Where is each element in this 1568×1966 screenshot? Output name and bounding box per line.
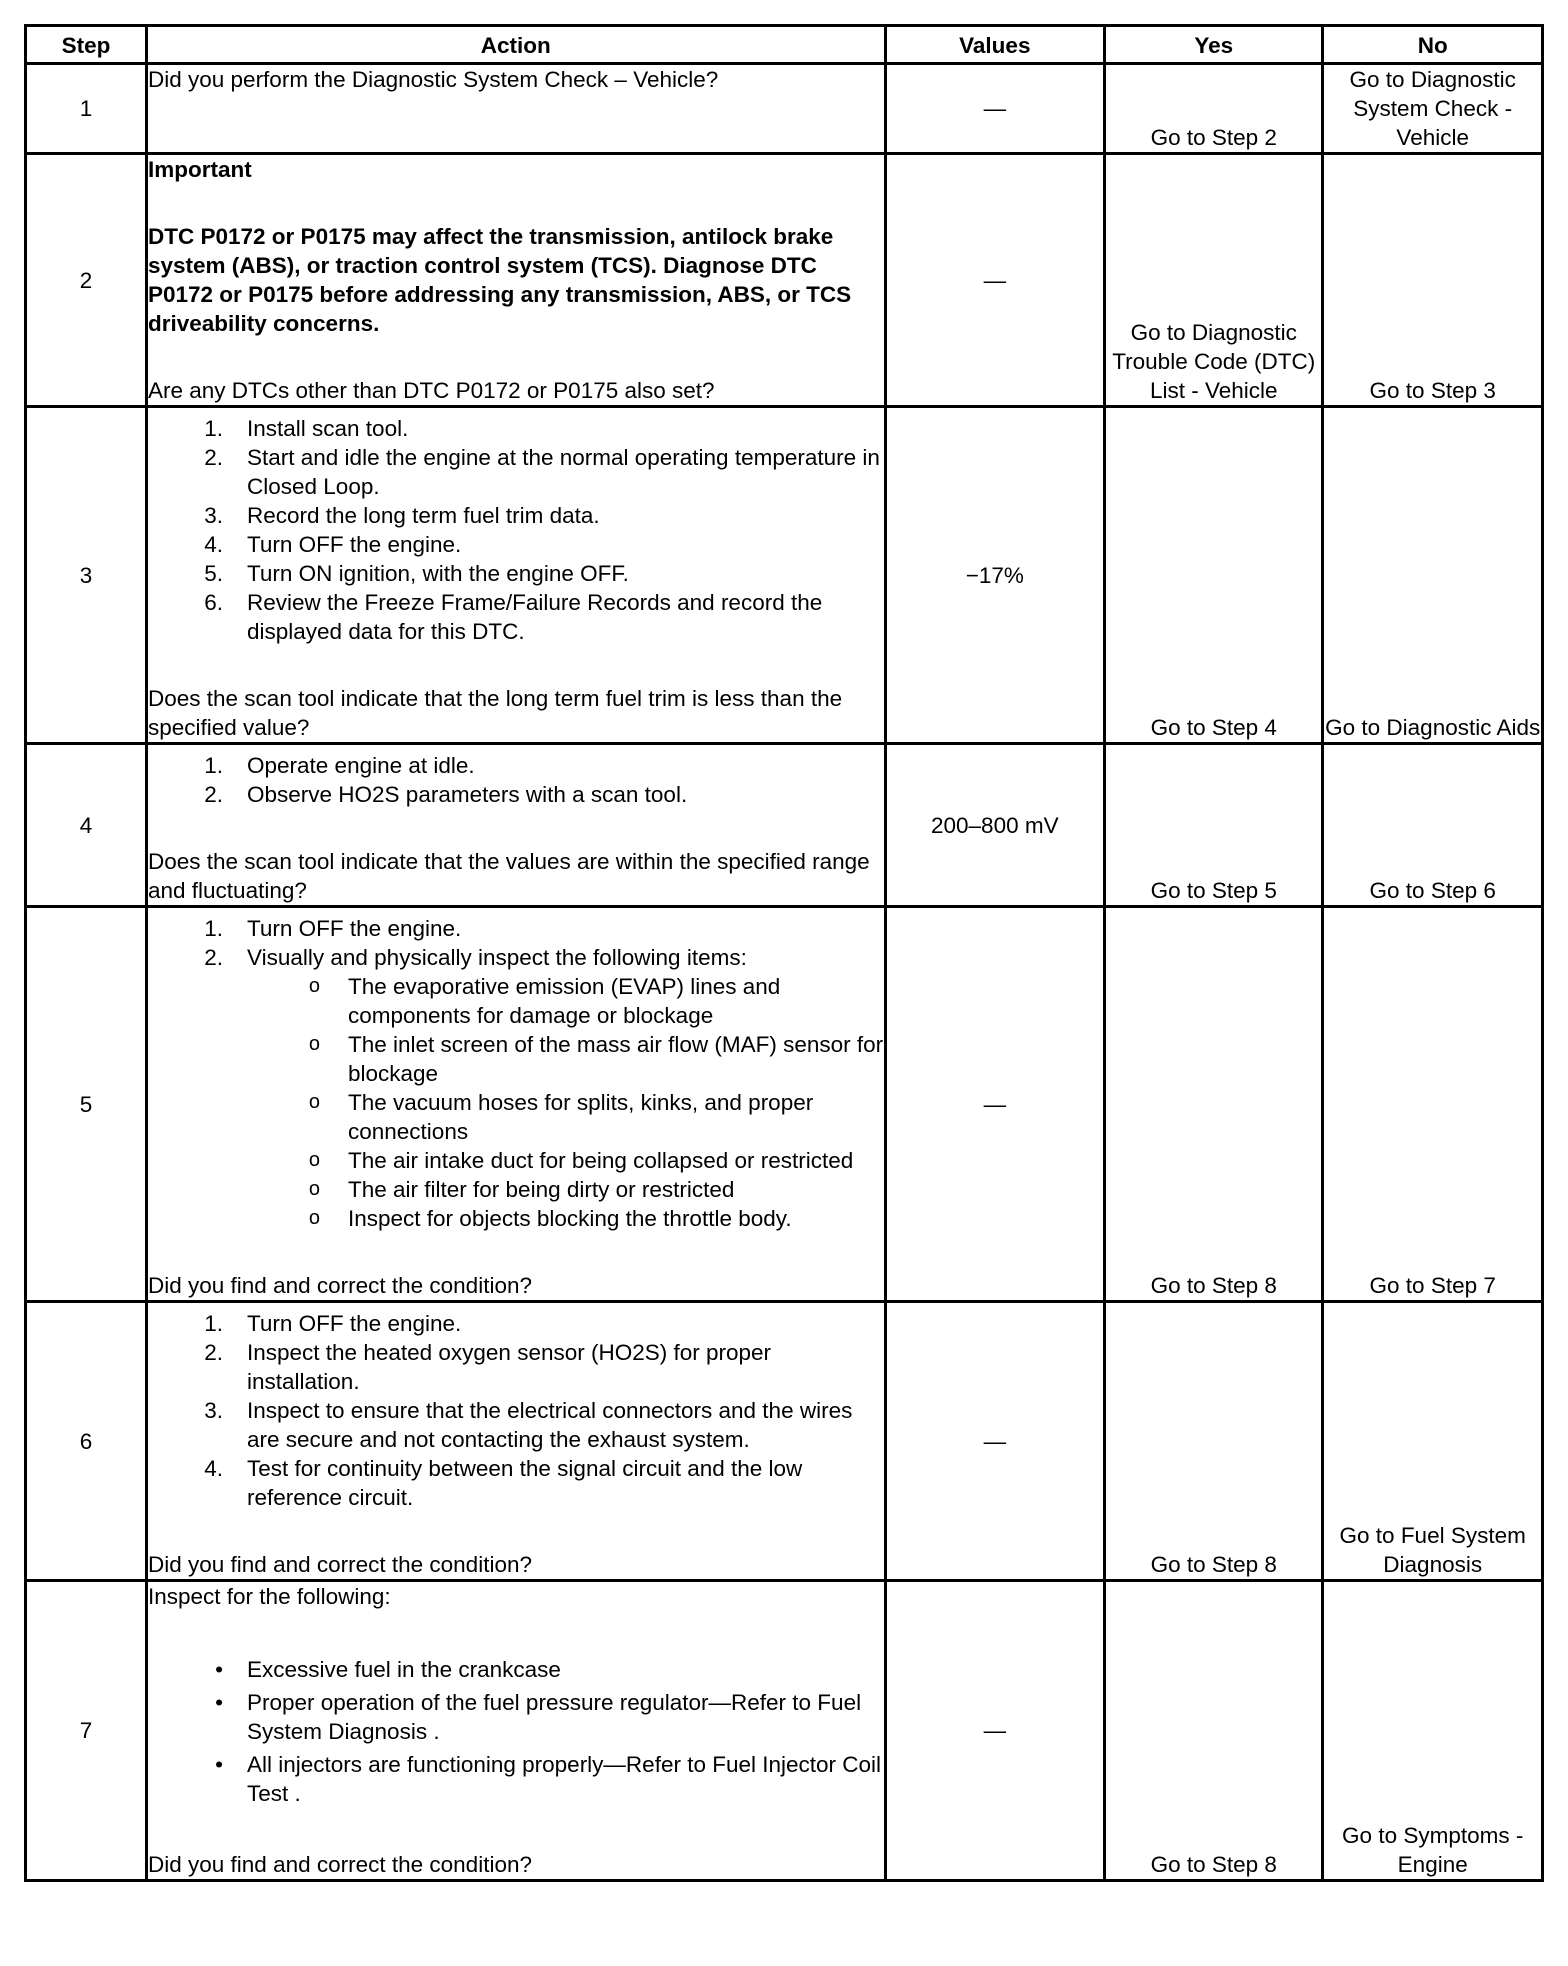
action-cell [147, 744, 886, 907]
question-text: Are any DTCs other than DTC P0172 or P0175 also set? [148, 378, 715, 403]
step-number: 3 [26, 407, 147, 744]
list-item: 2. Visually and physically inspect the following items: [204, 945, 747, 970]
list-item: 2. Inspect the heated oxygen sensor (HO2S) for proper installation. [204, 1340, 772, 1394]
no-cell: Go to Step 6 [1323, 744, 1543, 907]
list-item: 2. Start and idle the engine at the normal operating temperature in Closed Loop. [204, 445, 880, 499]
yes-cell: Go to Step 4 [1105, 407, 1323, 744]
question-text: Does the scan tool indicate that the long term fuel trim is less than the specified value? [148, 686, 843, 740]
action-cell [147, 154, 886, 407]
sub-list-item: o The evaporative emission (EVAP) lines and components for damage or blockage [308, 974, 781, 1028]
list-item: 6. Review the Freeze Frame/Failure Records and record the displayed data for this DTC. [204, 590, 823, 644]
list-item: 1. Turn OFF the engine. [204, 916, 462, 941]
sub-list-item: o The vacuum hoses for splits, kinks, and proper connections [308, 1090, 814, 1144]
list-item: • Excessive fuel in the crankcase [215, 1657, 561, 1682]
value-cell: — [885, 907, 1105, 1302]
table-row-step-4 [26, 744, 1543, 907]
yes-cell: Go to Step 8 [1105, 1581, 1323, 1881]
yes-cell: Go to Step 5 [1105, 744, 1323, 907]
table-row-step-5 [26, 907, 1543, 1302]
value-cell: 200–800 mV [885, 744, 1105, 907]
diagnostic-table [24, 24, 1544, 1882]
list-item: • Proper operation of the fuel pressure regulator—Refer to Fuel System Diagnosis . [215, 1690, 862, 1744]
table-row-step-7 [26, 1581, 1543, 1881]
sub-list-item: o The inlet screen of the mass air flow (MAF) sensor for blockage [308, 1032, 884, 1086]
values-column-header: Values [885, 26, 1105, 64]
no-cell: Go to Diagnostic Aids [1323, 407, 1543, 744]
diagnostic-page [24, 24, 1544, 1882]
action-cell [147, 64, 886, 154]
table-row-step-2 [26, 154, 1543, 407]
list-item: 1. Operate engine at idle. [204, 753, 475, 778]
yes-cell: Go to Step 2 [1105, 64, 1323, 154]
question-text: Did you perform the Diagnostic System Check – Vehicle? [148, 67, 719, 92]
action-column-header: Action [147, 26, 886, 64]
no-cell: Go to Fuel System Diagnosis [1323, 1302, 1543, 1581]
list-item: 4. Test for continuity between the signal circuit and the low reference circuit. [204, 1456, 803, 1510]
header-row [26, 26, 1543, 64]
list-item: 4. Turn OFF the engine. [204, 532, 462, 557]
list-item: 3. Inspect to ensure that the electrical connectors and the wires are secure and not contacting the exhaust system. [204, 1398, 853, 1452]
value-cell: — [885, 64, 1105, 154]
table-row-step-1 [26, 64, 1543, 154]
yes-cell: Go to Diagnostic Trouble Code (DTC) List - Vehicle [1105, 154, 1323, 407]
step-number: 1 [26, 64, 147, 154]
yes-column-header: Yes [1105, 26, 1323, 64]
no-cell: Go to Diagnostic System Check - Vehicle [1323, 64, 1543, 154]
question-text: Did you find and correct the condition? [148, 1852, 532, 1877]
step-number: 5 [26, 907, 147, 1302]
value-cell: — [885, 1302, 1105, 1581]
question-text: Did you find and correct the condition? [148, 1273, 532, 1298]
question-text: Does the scan tool indicate that the values are within the specified range and fluctuating? [148, 849, 870, 903]
value-cell: −17% [885, 407, 1105, 744]
sub-list-item: o Inspect for objects blocking the throttle body. [308, 1206, 792, 1231]
step-number: 4 [26, 744, 147, 907]
step-number: 6 [26, 1302, 147, 1581]
list-item: 3. Record the long term fuel trim data. [204, 503, 600, 528]
step-number: 2 [26, 154, 147, 407]
yes-cell: Go to Step 8 [1105, 907, 1323, 1302]
action-cell [147, 907, 886, 1302]
important-note: DTC P0172 or P0175 may affect the transmission, antilock brake system (ABS), or traction control system (TCS). Diagnose DTC P0172 or P0175 before addressing any transmission, ABS, or TCS driveability concerns. [148, 224, 852, 336]
value-cell: — [885, 154, 1105, 407]
list-item: 1. Turn OFF the engine. [204, 1311, 462, 1336]
sub-list-item: o The air intake duct for being collapsed or restricted [308, 1148, 854, 1173]
list-item: 2. Observe HO2S parameters with a scan tool. [204, 782, 688, 807]
list-item: 1. Install scan tool. [204, 416, 409, 441]
list-item: 5. Turn ON ignition, with the engine OFF. [204, 561, 629, 586]
step-number: 7 [26, 1581, 147, 1881]
intro-text: Inspect for the following: [148, 1584, 391, 1609]
list-item: • All injectors are functioning properly—Refer to Fuel Injector Coil Test . [215, 1752, 882, 1806]
value-cell: — [885, 1581, 1105, 1881]
no-column-header: No [1323, 26, 1543, 64]
action-cell [147, 407, 886, 744]
no-cell: Go to Step 7 [1323, 907, 1543, 1302]
sub-list-item: o The air filter for being dirty or restricted [308, 1177, 735, 1202]
action-cell [147, 1581, 886, 1881]
table-row-step-6 [26, 1302, 1543, 1581]
important-heading: Important [148, 157, 252, 182]
no-cell: Go to Step 3 [1323, 154, 1543, 407]
question-text: Did you find and correct the condition? [148, 1552, 532, 1577]
yes-cell: Go to Step 8 [1105, 1302, 1323, 1581]
action-cell [147, 1302, 886, 1581]
no-cell: Go to Symptoms - Engine [1323, 1581, 1543, 1881]
table-row-step-3 [26, 407, 1543, 744]
step-column-header: Step [26, 26, 147, 64]
